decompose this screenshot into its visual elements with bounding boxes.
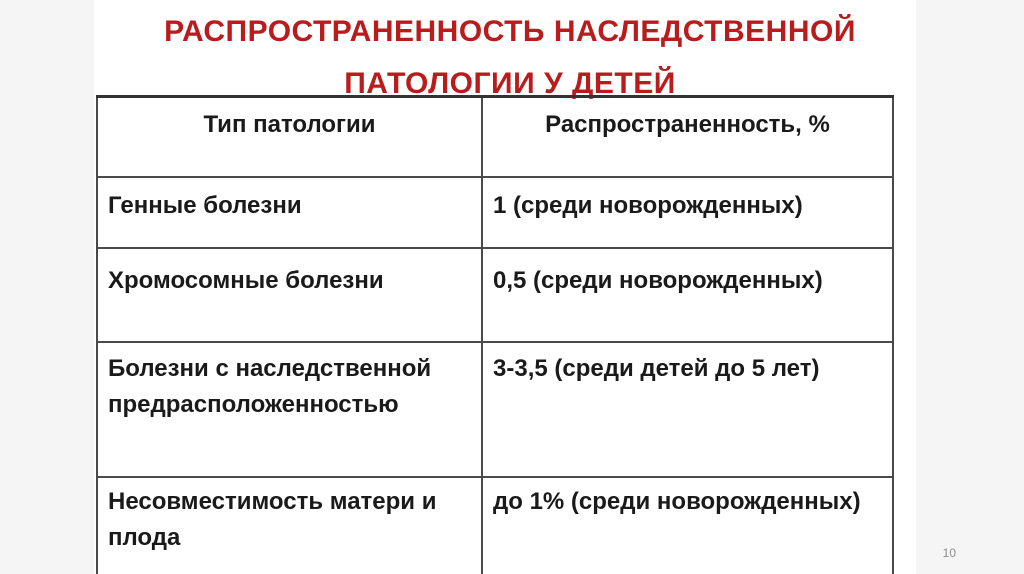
cell-type: Несовместимость матери и плода <box>97 477 482 574</box>
cell-type: Болезни с наследственной предрасположенностью <box>97 342 482 477</box>
pathology-table <box>96 95 894 574</box>
table-row <box>97 248 893 342</box>
table-row <box>97 477 893 574</box>
left-margin <box>0 0 94 574</box>
slide-title <box>100 0 920 110</box>
title-line-1: РАСПРОСТРАНЕННОСТЬ НАСЛЕДСТВЕННОЙ <box>164 15 856 48</box>
table-header-row <box>97 97 893 177</box>
cell-prevalence: 3-3,5 (среди детей до 5 лет) <box>482 342 893 477</box>
header-prevalence: Распространенность, % <box>482 97 893 177</box>
cell-prevalence: 1 (среди новорожденных) <box>482 177 893 248</box>
page-number: 10 <box>942 546 956 560</box>
right-margin <box>916 0 1024 574</box>
cell-type: Хромосомные болезни <box>97 248 482 342</box>
title-line-2: ПАТОЛОГИИ У ДЕТЕЙ <box>344 67 676 100</box>
cell-prevalence: до 1% (среди новорожденных) <box>482 477 893 574</box>
table-row <box>97 177 893 248</box>
cell-type: Генные болезни <box>97 177 482 248</box>
header-type: Тип патологии <box>97 97 482 177</box>
cell-prevalence: 0,5 (среди новорожденных) <box>482 248 893 342</box>
table-row <box>97 342 893 477</box>
